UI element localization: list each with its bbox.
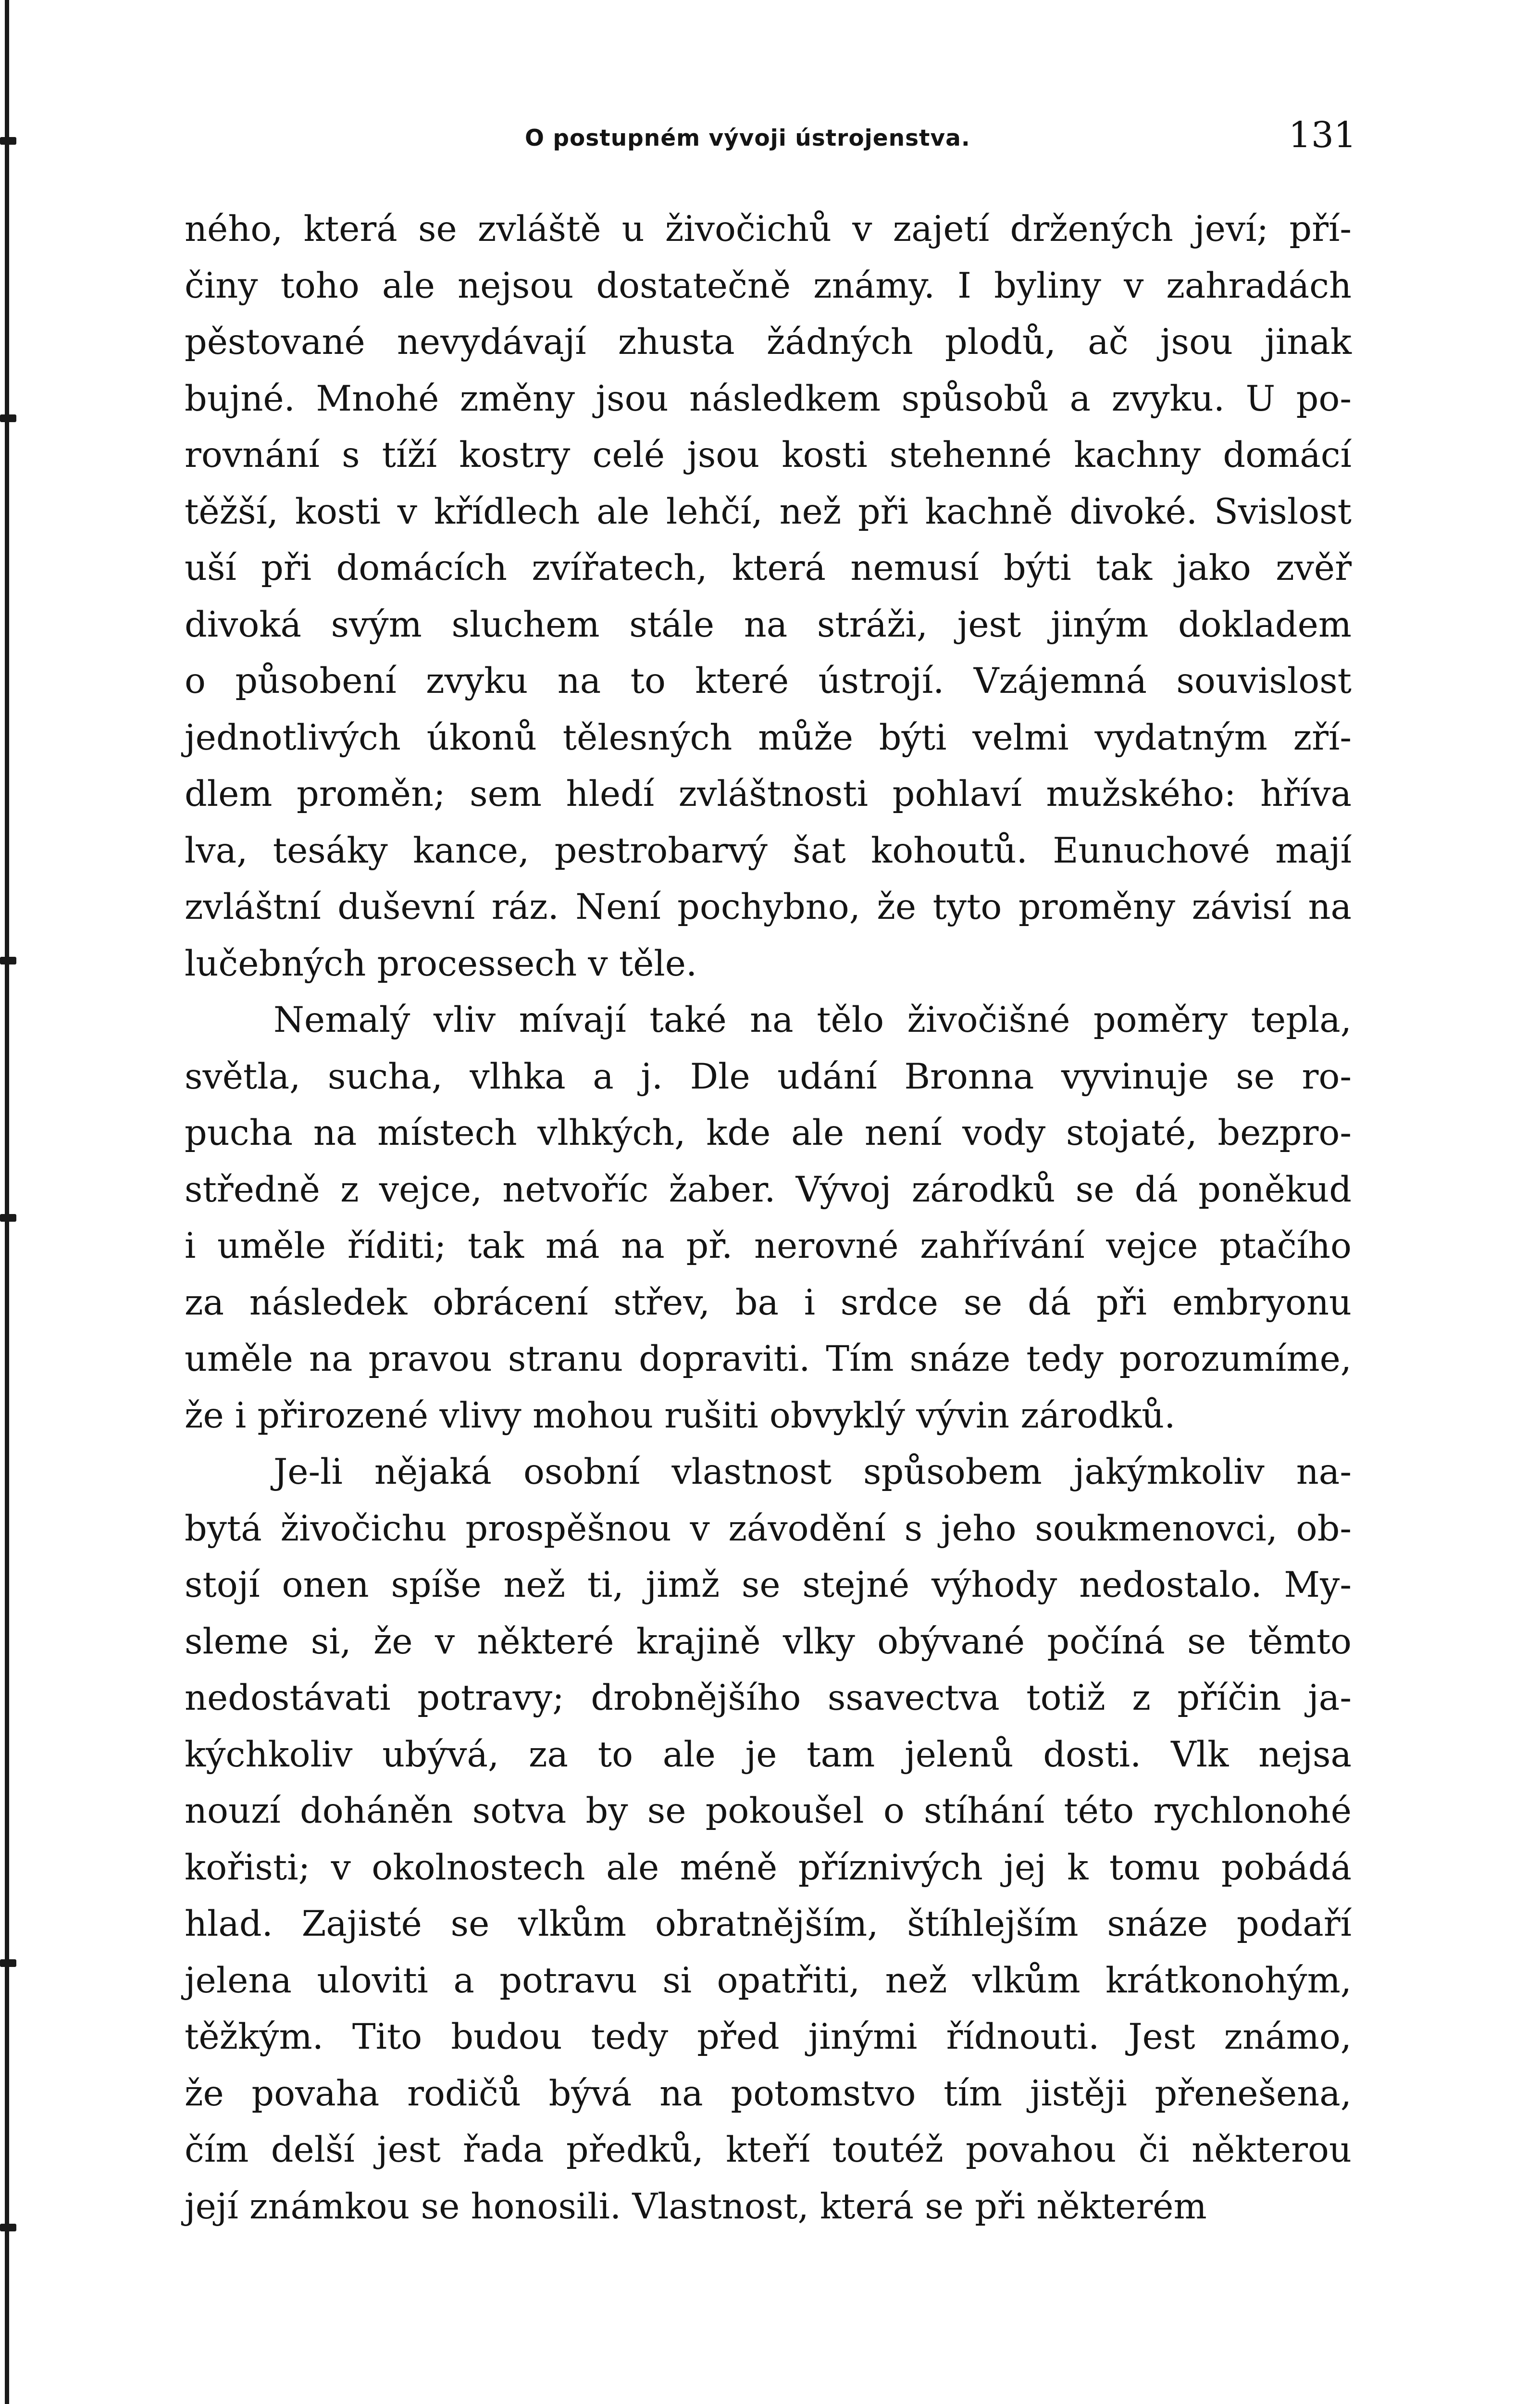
text-line: nouzí doháněn sotva by se pokoušel o stíhání této rychlonohé [185,1790,1352,1831]
page-header [183,114,1357,167]
text-line: bujné. Mnohé změny jsou následkem spůsobů a zvyku. U po- [185,378,1352,419]
text-line: stojí onen spíše než ti, jimž se stejné výhody nedostalo. My- [185,1565,1352,1605]
page-binding-edge [5,0,9,2404]
text-line: její známkou se honosili. Vlastnost, která se při některém [185,2186,1207,2227]
text-line: uší při domácích zvířatech, která nemusí býti tak jako zvěř [185,548,1352,588]
text-line: lva, tesáky kance, pestrobarvý šat kohoutů. Eunuchové mají [185,830,1352,871]
paragraph [185,992,1352,1444]
binding-mark [0,2224,16,2231]
text-line: činy toho ale nejsou dostatečně známy. I byliny v zahradách [185,265,1352,306]
binding-mark [0,137,16,145]
text-line: za následek obrácení střev, ba i srdce se dá při embryonu [185,1282,1352,1323]
text-line: hlad. Zajisté se vlkům obratnějším, štíhlejším snáze podaří [185,1903,1352,1944]
text-line: uměle na pravou stranu dopraviti. Tím snáze tedy porozumíme, [185,1339,1352,1379]
text-line: těžší, kosti v křídlech ale lehčí, než při kachně divoké. Svislost [185,491,1352,532]
text-line: Nemalý vliv mívají také na tělo živočišné poměry tepla, [273,1000,1352,1040]
text-line: pěstované nevydávají zhusta žádných plodů, ač jsou jinak [185,322,1352,363]
text-line: pucha na místech vlhkých, kde ale není vody stojaté, bezpro- [185,1113,1352,1153]
body-text [185,201,1352,2235]
text-line: kořisti; v okolnostech ale méně příznivých jej k tomu pobádá [185,1847,1352,1888]
text-line: o působení zvyku na to které ústrojí. Vzájemná souvislost [185,661,1352,701]
text-line: Je-li nějaká osobní vlastnost spůsobem jakýmkoliv na- [273,1452,1352,1492]
text-line: divoká svým sluchem stále na stráži, jest jiným dokladem [185,604,1352,645]
binding-mark [0,1959,16,1967]
text-line: bytá živočichu prospěšnou v závodění s jeho soukmenovci, ob- [185,1508,1352,1549]
text-line: středně z vejce, netvoříc žaber. Vývoj zárodků se dá poněkud [185,1169,1352,1210]
text-line: světla, sucha, vlhka a j. Dle udání Bronna vyvinuje se ro- [185,1056,1352,1097]
text-line: že povaha rodičů bývá na potomstvo tím jistěji přenešena, [185,2073,1352,2114]
text-line: kýchkoliv ubývá, za to ale je tam jelenů dosti. Vlk nejsa [185,1734,1352,1775]
text-line: těžkým. Tito budou tedy před jinými řídnouti. Jest známo, [185,2016,1352,2057]
running-title: O postupném vývoji ústrojenstva. [525,125,970,151]
text-line: čím delší jest řada předků, kteří toutéž povahou či některou [185,2129,1352,2170]
page-number: 131 [1288,114,1356,156]
binding-mark [0,414,16,422]
text-line: ného, která se zvláště u živočichů v zajetí držených jeví; pří- [185,209,1352,250]
paragraph [185,1444,1352,2235]
text-line: i uměle říditi; tak má na př. nerovné zahřívání vejce ptačího [185,1226,1352,1266]
text-line: nedostávati potravy; drobnějšího ssavectva totiž z příčin ja- [185,1678,1352,1718]
binding-mark [0,1214,16,1222]
text-line: jelena uloviti a potravu si opatřiti, než vlkům krátkonohým, [185,1960,1352,2001]
text-line: sleme si, že v některé krajině vlky obývané počíná se těmto [185,1621,1352,1662]
binding-mark [0,957,16,964]
text-line: lučebných processech v těle. [185,943,697,984]
paragraph [185,201,1352,992]
text-line: rovnání s tíží kostry celé jsou kosti stehenné kachny domácí [185,435,1352,476]
text-line: že i přirozené vlivy mohou rušiti obvyklý vývin zárodků. [185,1395,1176,1436]
text-line: zvláštní duševní ráz. Není pochybno, že tyto proměny závisí na [185,887,1352,927]
text-line: jednotlivých úkonů tělesných může býti velmi vydatným zří- [185,717,1352,758]
text-line: dlem proměn; sem hledí zvláštnosti pohlaví mužského: hříva [185,774,1352,814]
